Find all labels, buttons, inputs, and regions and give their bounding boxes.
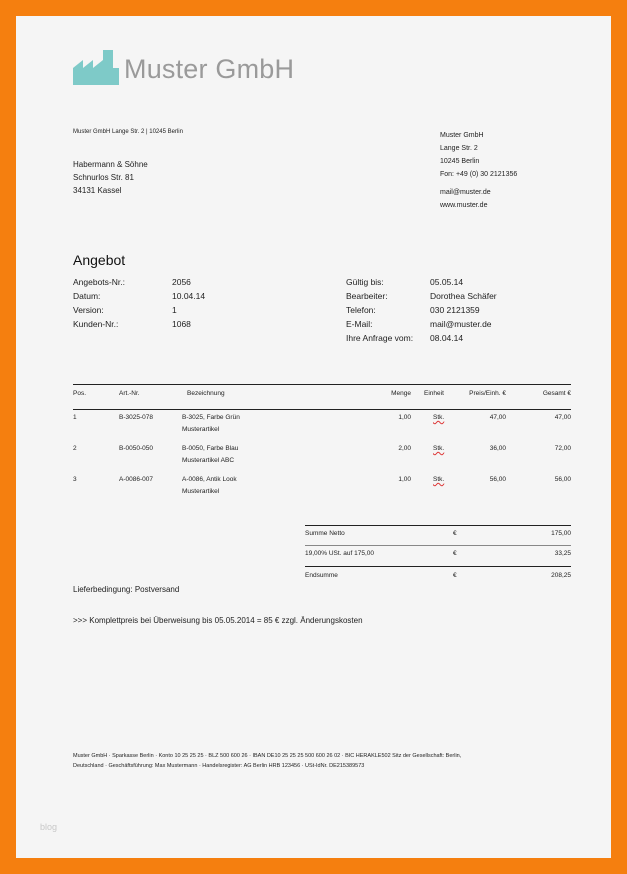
cell-pos: 1 bbox=[73, 414, 77, 421]
table-row bbox=[73, 445, 571, 465]
totals-rule bbox=[305, 566, 571, 567]
cell-preis: 36,00 bbox=[489, 445, 506, 452]
table-row bbox=[73, 476, 571, 496]
company-info bbox=[440, 129, 517, 212]
cell-einheit: Stk. bbox=[433, 476, 445, 483]
col-header-pos: Pos. bbox=[73, 390, 87, 397]
col-header-preis: Preis/Einh. € bbox=[469, 390, 506, 397]
col-header-art: Art.-Nr. bbox=[119, 390, 140, 397]
cell-bez: B-0050, Farbe Blau bbox=[182, 445, 239, 452]
meta-row bbox=[73, 317, 205, 331]
footer-line-1: Muster GmbH · Sparkasse Berlin · Konto 10 25 25 25 · BLZ 500 600 26 · IBAN DE10 25 25 25 500 600 26 02 · BIC HERAKLE502 Sitz der Gesellschaft: Berlin, bbox=[73, 753, 462, 759]
totals-value: 33,25 bbox=[554, 550, 571, 557]
document-page bbox=[16, 16, 611, 858]
footer bbox=[73, 751, 461, 771]
cell-gesamt: 56,00 bbox=[554, 476, 571, 483]
meta-label: Version: bbox=[73, 305, 104, 315]
meta-label: Bearbeiter: bbox=[346, 291, 388, 301]
meta-right bbox=[346, 275, 497, 345]
meta-row bbox=[346, 303, 497, 317]
totals-top-rule bbox=[305, 525, 571, 526]
cell-preis: 47,00 bbox=[489, 414, 506, 421]
meta-row bbox=[346, 317, 497, 331]
meta-row bbox=[346, 331, 497, 345]
document-title: Angebot bbox=[73, 252, 126, 268]
cell-menge: 1,00 bbox=[398, 476, 411, 483]
company-phone: Fon: +49 (0) 30 2121356 bbox=[440, 171, 518, 178]
cell-art: B-3025-078 bbox=[119, 414, 153, 421]
payment-note: >>> Komplettpreis bei Überweisung bis 05.05.2014 = 85 € zzgl. Änderungskosten bbox=[73, 616, 363, 625]
company-logo-text: Muster GmbH bbox=[124, 54, 295, 84]
cell-menge: 1,00 bbox=[398, 414, 411, 421]
cell-preis: 56,00 bbox=[489, 476, 506, 483]
totals-value: 208,25 bbox=[551, 572, 571, 579]
meta-value: 030 2121359 bbox=[430, 305, 480, 315]
cell-bez: B-3025, Farbe Grün bbox=[182, 414, 240, 421]
table-header bbox=[73, 390, 571, 400]
cell-gesamt: 72,00 bbox=[554, 445, 571, 452]
cell-art: B-0050-050 bbox=[119, 445, 153, 452]
cell-bez: A-0086, Antik Look bbox=[182, 476, 237, 483]
meta-value: 1 bbox=[172, 305, 177, 315]
meta-label: Datum: bbox=[73, 291, 101, 301]
company-street: Lange Str. 2 bbox=[440, 145, 478, 152]
meta-label: Ihre Anfrage vom: bbox=[346, 333, 414, 343]
meta-value: mail@muster.de bbox=[430, 319, 492, 329]
meta-row bbox=[73, 275, 205, 289]
col-header-bez: Bezeichnung bbox=[187, 390, 225, 397]
totals-currency: € bbox=[453, 550, 457, 557]
cell-einheit: Stk. bbox=[433, 445, 445, 452]
watermark-text: blog bbox=[40, 822, 58, 832]
meta-row bbox=[73, 289, 205, 303]
factory-logo-icon bbox=[73, 50, 119, 85]
meta-row bbox=[73, 303, 205, 317]
totals-label: 19,00% USt. auf 175,00 bbox=[305, 550, 375, 557]
meta-value: 1068 bbox=[172, 319, 191, 329]
meta-label: Gültig bis: bbox=[346, 277, 384, 287]
cell-bez-sub: Musterartikel bbox=[182, 488, 220, 495]
totals-currency: € bbox=[453, 530, 457, 537]
meta-row bbox=[346, 275, 497, 289]
totals-row bbox=[305, 530, 571, 540]
meta-value: 05.05.14 bbox=[430, 277, 464, 287]
footer-line-2: Deutschland · Geschäftsführung: Max Mustermann · Handelsregister: AG Berlin HRB 123456 · USt-IdNr. DE215389573 bbox=[73, 763, 365, 769]
meta-value: 10.04.14 bbox=[172, 291, 206, 301]
meta-value: 2056 bbox=[172, 277, 191, 287]
totals-label: Summe Netto bbox=[305, 530, 345, 537]
recipient-street: Schnurlos Str. 81 bbox=[73, 173, 134, 182]
cell-bez-sub: Musterartikel bbox=[182, 426, 220, 433]
col-header-einheit: Einheit bbox=[424, 390, 444, 397]
meta-label: Angebots-Nr.: bbox=[73, 277, 125, 287]
cell-gesamt: 47,00 bbox=[554, 414, 571, 421]
cell-einheit: Stk. bbox=[433, 414, 445, 421]
meta-label: Kunden-Nr.: bbox=[73, 319, 119, 329]
company-city: 10245 Berlin bbox=[440, 158, 480, 165]
recipient-name: Habermann & Söhne bbox=[73, 160, 148, 169]
meta-value: Dorothea Schäfer bbox=[430, 291, 497, 301]
totals-currency: € bbox=[453, 572, 457, 579]
cell-bez-sub: Musterartikel ABC bbox=[182, 457, 235, 464]
totals-label: Endsumme bbox=[305, 572, 338, 579]
company-email: mail@muster.de bbox=[440, 189, 491, 196]
meta-label: E-Mail: bbox=[346, 319, 373, 329]
totals-row bbox=[305, 550, 571, 560]
totals-rule bbox=[305, 545, 571, 546]
totals-row bbox=[305, 572, 571, 582]
col-header-menge: Menge bbox=[391, 390, 411, 397]
table-top-rule bbox=[73, 384, 571, 385]
recipient-address bbox=[73, 158, 148, 197]
meta-label: Telefon: bbox=[346, 305, 376, 315]
table-row bbox=[73, 414, 571, 434]
delivery-condition: Lieferbedingung: Postversand bbox=[73, 585, 180, 594]
cell-menge: 2,00 bbox=[398, 445, 411, 452]
meta-left bbox=[73, 275, 205, 331]
cell-pos: 3 bbox=[73, 476, 77, 483]
totals-value: 175,00 bbox=[551, 530, 571, 537]
sender-line: Muster GmbH Lange Str. 2 | 10245 Berlin bbox=[73, 129, 183, 135]
col-header-gesamt: Gesamt € bbox=[542, 390, 571, 397]
table-header-rule bbox=[73, 409, 571, 410]
company-name: Muster GmbH bbox=[440, 132, 484, 139]
cell-art: A-0086-007 bbox=[119, 476, 153, 483]
meta-value: 08.04.14 bbox=[430, 333, 464, 343]
recipient-city: 34131 Kassel bbox=[73, 186, 122, 195]
cell-pos: 2 bbox=[73, 445, 77, 452]
company-web: www.muster.de bbox=[440, 202, 488, 209]
meta-row bbox=[346, 289, 497, 303]
